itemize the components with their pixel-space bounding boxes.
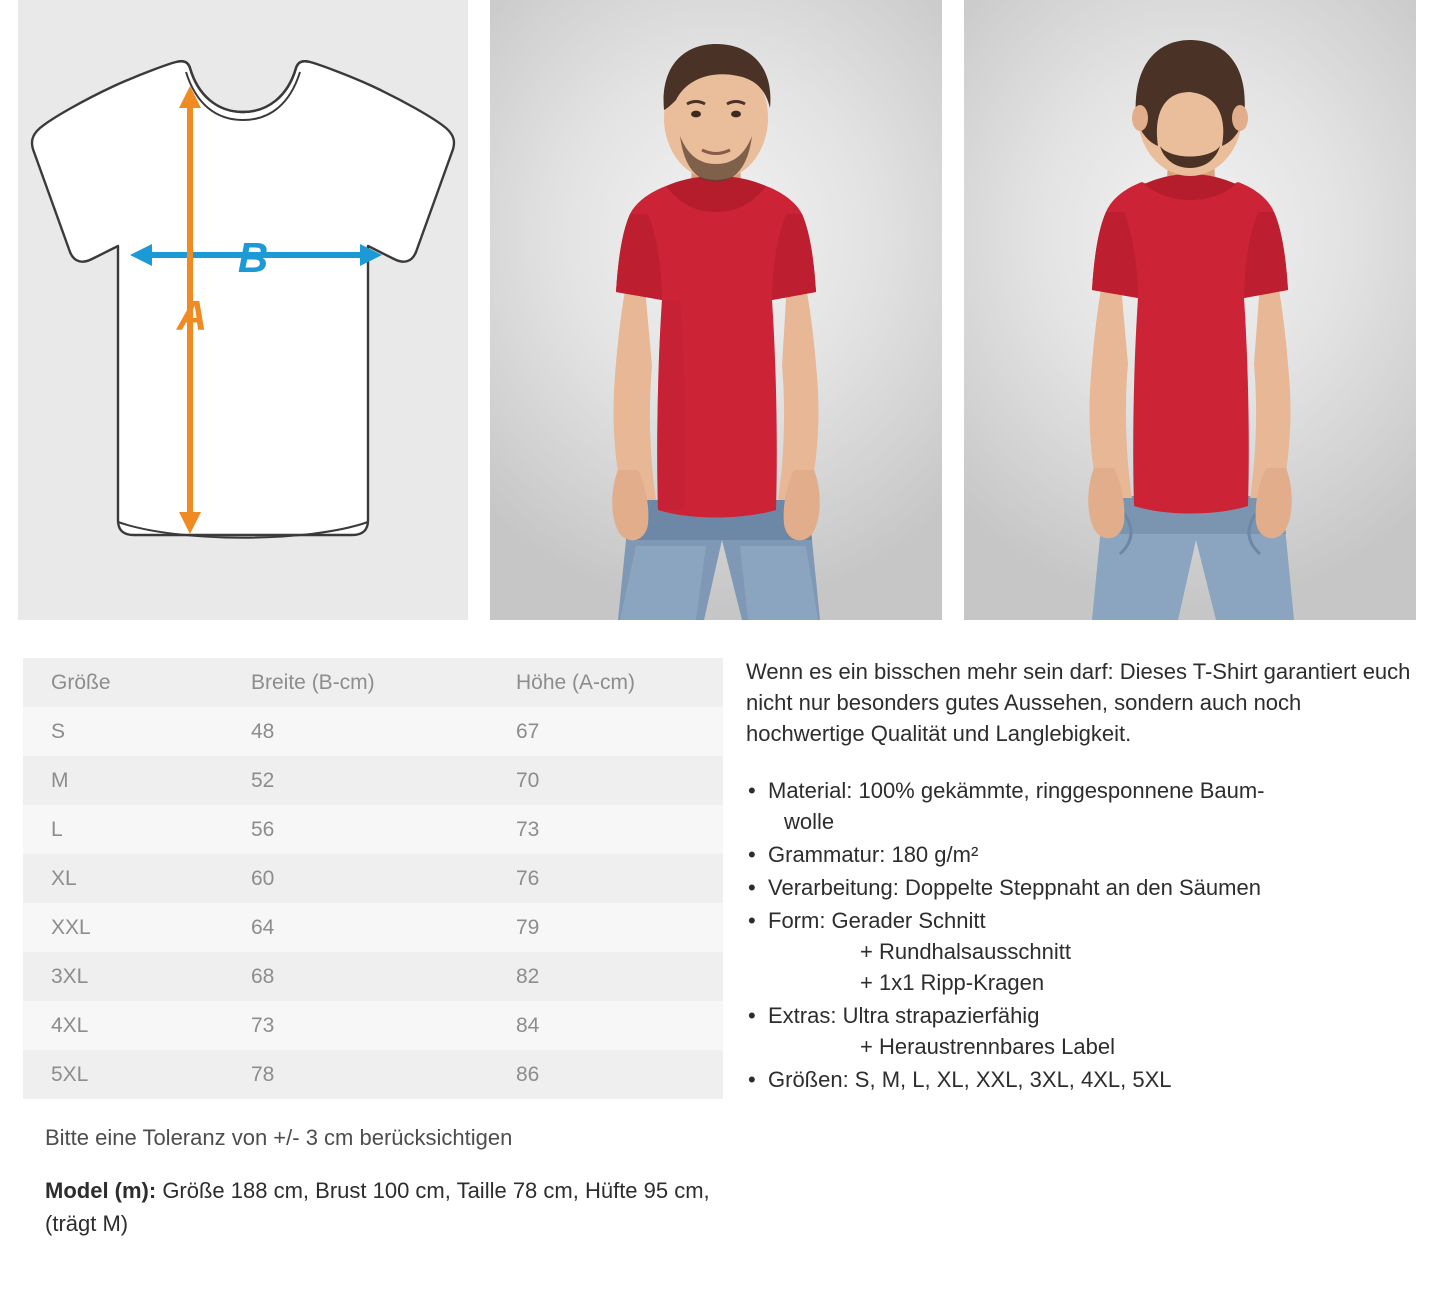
table-row [23,1001,723,1050]
list-item [746,839,1418,870]
cell-width: 64 [251,916,275,939]
cell-size: 3XL [51,965,89,988]
cell-height: 67 [516,720,540,743]
feature-text: Größen: S, M, L, XL, XXL, 3XL, 4XL, 5XL [768,1067,1172,1092]
product-description [746,656,1418,1097]
feature-sub-item: + Rundhalsausschnitt [860,939,1071,964]
cell-size: L [51,818,63,841]
model-details: Größe 188 cm, Brust 100 cm, Taille 78 cm, Hüfte 95 cm, (trägt M) [45,1178,710,1236]
model-back-photo [964,0,1416,620]
feature-text: Grammatur: 180 g/m² [768,842,979,867]
list-item [746,775,1418,837]
table-header-row [23,658,723,707]
feature-text: Form: Gerader Schnitt [768,908,986,933]
cell-width: 52 [251,769,275,792]
cell-size: M [51,769,69,792]
model-back-illustration [964,0,1416,620]
cell-size: 5XL [51,1063,89,1086]
cell-width: 73 [251,1014,275,1037]
cell-height: 73 [516,818,540,841]
feature-sub-item: + 1x1 Ripp-Kragen [860,970,1045,995]
product-images-row [18,0,1418,620]
feature-text-continued: wolle [784,809,835,834]
cell-width: 60 [251,867,275,890]
feature-text: Verarbeitung: Doppelte Steppnaht an den Säumen [768,875,1261,900]
description-intro: Wenn es ein bisschen mehr sein darf: Dieses T-Shirt garantiert euch nicht nur besonders gutes Aussehen, sondern auch noch hochwertige Qualität und Langlebigkeit. [746,659,1411,746]
cell-width: 68 [251,965,275,988]
height-label: A [176,292,208,339]
cell-height: 84 [516,1014,540,1037]
model-front-illustration [490,0,942,620]
feature-text: Material: 100% gekämmte, ringgesponnene Baum- [768,778,1265,803]
cell-height: 82 [516,965,540,988]
tshirt-schematic-panel [18,0,468,620]
list-item [746,1000,1418,1062]
width-label: B [237,234,269,281]
cell-size: XXL [51,916,91,939]
feature-list [746,775,1418,1095]
table-row [23,854,723,903]
list-item [746,905,1418,998]
model-front-photo [490,0,942,620]
feature-sub-item: + Heraustrennbares Label [860,1034,1115,1059]
header-size: Größe [51,671,111,694]
table-row [23,1050,723,1099]
cell-size: XL [51,867,77,890]
tshirt-schematic-icon [18,0,468,620]
header-width: Breite (B-cm) [251,671,375,694]
cell-width: 78 [251,1063,275,1086]
feature-text: Extras: Ultra strapazierfähig [768,1003,1040,1028]
cell-height: 76 [516,867,540,890]
cell-height: 86 [516,1063,540,1086]
table-row [23,903,723,952]
cell-width: 56 [251,818,275,841]
header-height: Höhe (A-cm) [516,671,636,694]
table-row [23,805,723,854]
tolerance-note: Bitte eine Toleranz von +/- 3 cm berücksichtigen [45,1125,513,1150]
list-item [746,872,1418,903]
cell-height: 79 [516,916,540,939]
model-label: Model (m): [45,1178,157,1203]
list-item [746,1064,1418,1095]
details-section [18,648,1418,1288]
size-table [23,658,723,1099]
table-row [23,707,723,756]
model-measurements [45,1174,745,1240]
cell-size: 4XL [51,1014,89,1037]
cell-width: 48 [251,720,275,743]
table-row [23,952,723,1001]
table-row [23,756,723,805]
cell-size: S [51,720,66,743]
cell-height: 70 [516,769,540,792]
